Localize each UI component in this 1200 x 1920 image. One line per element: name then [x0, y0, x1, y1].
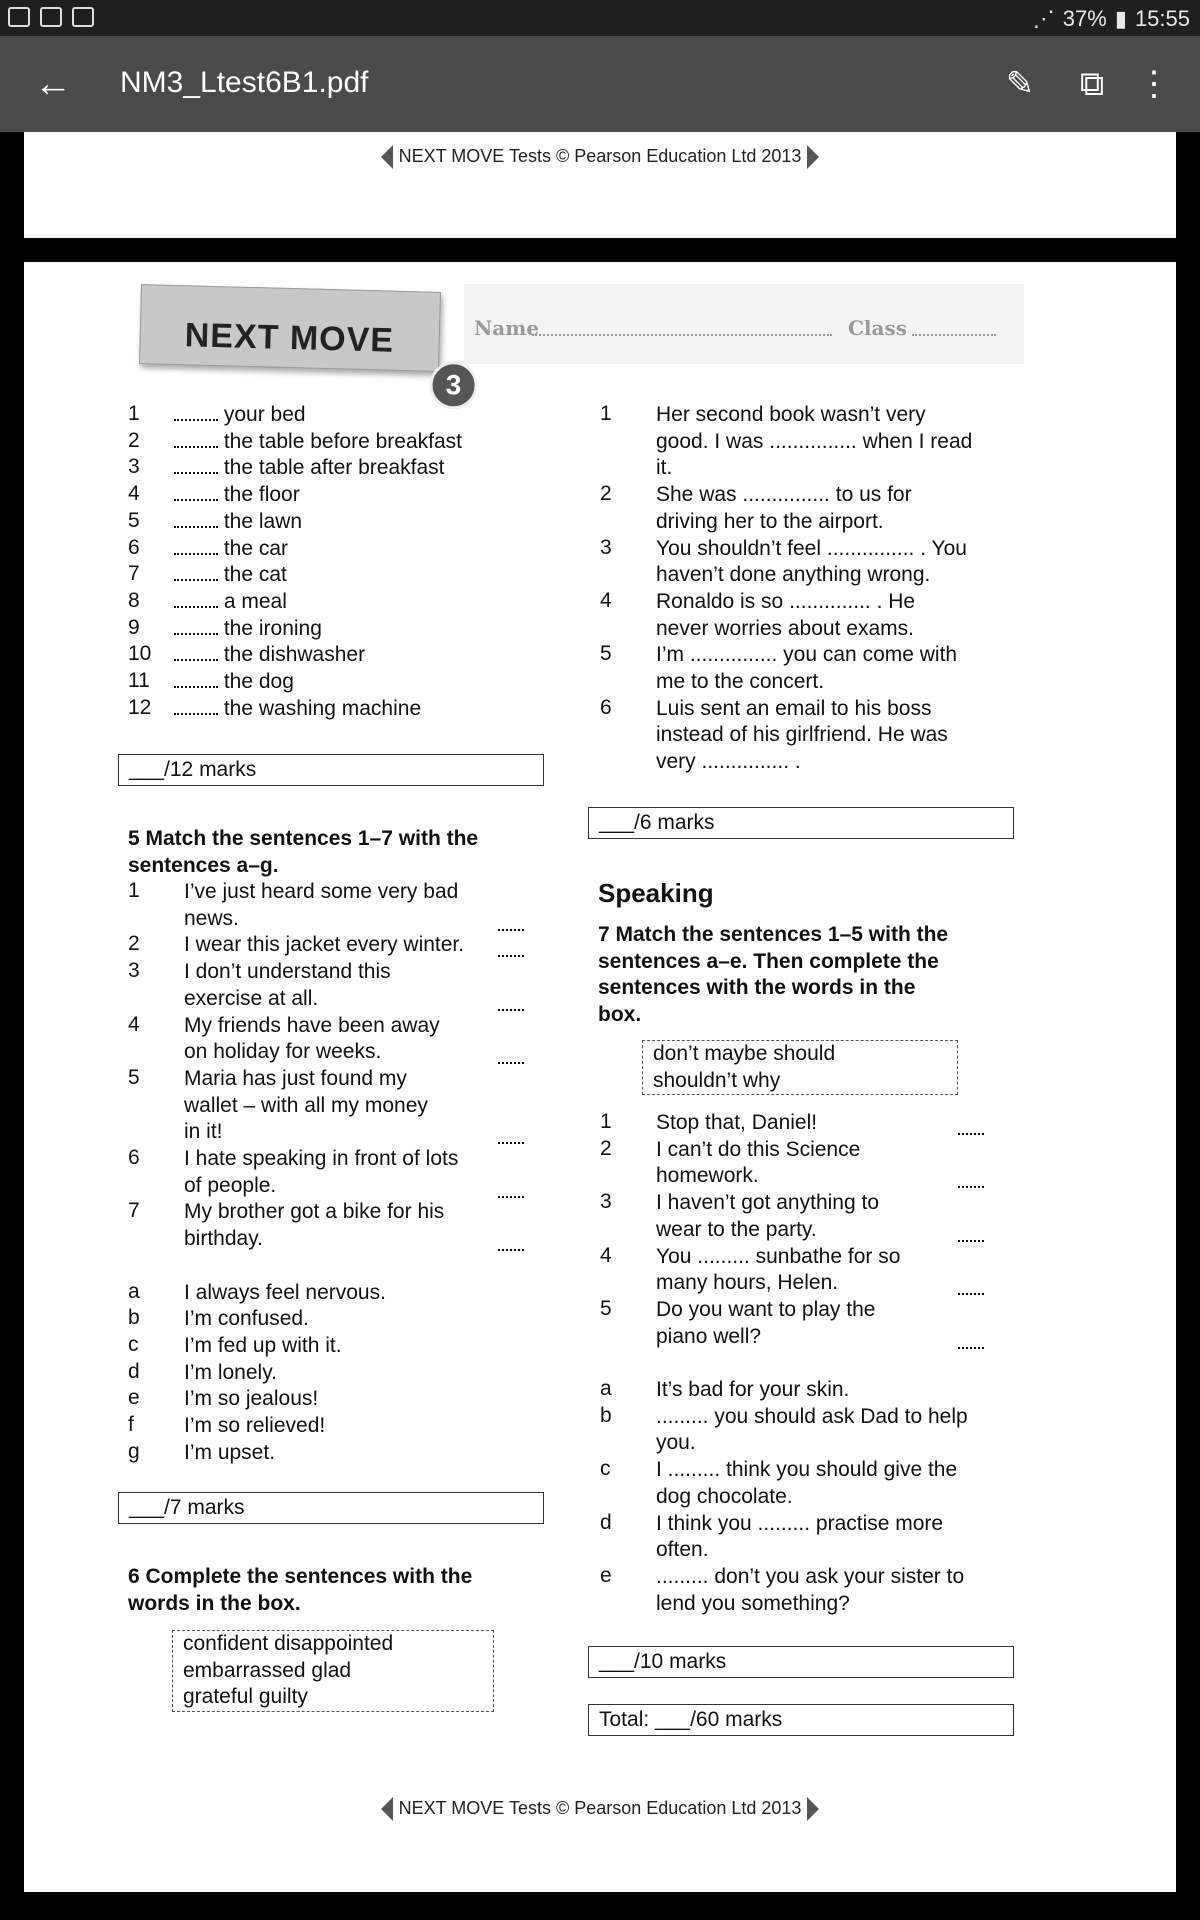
- exercise-item: very ............... .: [656, 750, 801, 774]
- answer-blank[interactable]: [958, 1281, 984, 1295]
- exercise-item: many hours, Helen.: [656, 1271, 839, 1295]
- item-number: 1: [128, 879, 140, 902]
- item-number: 5: [128, 1065, 140, 1089]
- section-title: sentences with the words in the: [598, 976, 916, 1000]
- section-title: 5 Match the sentences 1–7 with the: [128, 827, 479, 850]
- answer-blank[interactable]: [174, 487, 218, 501]
- item-number: 4: [128, 482, 140, 506]
- exercise-item: on holiday for weeks.: [184, 1040, 382, 1064]
- item-number: 11: [128, 669, 150, 692]
- exercise-item: Maria has just found my: [184, 1066, 407, 1090]
- box-words: don’t maybe should: [653, 1042, 836, 1065]
- page-footer: NEXT MOVE Tests © Pearson Education Ltd 2013: [24, 145, 1176, 169]
- answer-blank[interactable]: [958, 1121, 984, 1135]
- answer-slot: [958, 1276, 984, 1303]
- next-triangle-icon: [807, 145, 819, 169]
- open-external-icon[interactable]: ⧉: [1079, 65, 1105, 103]
- exercise-item: My friends have been away: [184, 1013, 440, 1037]
- item-number: 9: [128, 615, 140, 639]
- status-bar: [0, 0, 1200, 36]
- exercise-item: the ironing: [174, 616, 322, 643]
- answer-blank[interactable]: [174, 647, 218, 661]
- exercise-item: your bed: [174, 402, 306, 429]
- item-number: 12: [128, 695, 152, 719]
- page-footer: NEXT MOVE Tests © Pearson Education Ltd 2013: [24, 1797, 1176, 1821]
- item-number: 7: [128, 562, 140, 586]
- box-words: confident disappointed: [183, 1632, 394, 1655]
- exercise-item: never worries about exams.: [656, 616, 914, 640]
- item-letter: e: [600, 1563, 612, 1587]
- answer-blank[interactable]: [498, 917, 524, 931]
- word-box: [172, 1630, 494, 1712]
- section-title: 6 Complete the sentences with the: [128, 1565, 473, 1588]
- exercise-item: Ronaldo is so .............. . He: [656, 589, 916, 613]
- exercise-item: I’ve just heard some very bad: [184, 880, 459, 903]
- item-letter: d: [128, 1359, 140, 1383]
- answer-option: I always feel nervous.: [184, 1280, 386, 1304]
- battery-icon: ▮: [1114, 6, 1127, 31]
- item-number: 10: [128, 642, 152, 666]
- answer-option: ......... you should ask Dad to help: [656, 1404, 968, 1428]
- item-number: 3: [600, 1190, 612, 1214]
- item-number: 4: [128, 1012, 140, 1036]
- section-title: sentences a–e. Then complete the: [598, 949, 939, 973]
- exercise-item: the table before breakfast: [174, 429, 462, 456]
- marks-box: ___/7 marks: [118, 1492, 544, 1524]
- prev-triangle-icon: [381, 145, 393, 169]
- answer-option: I think you ......... practise more: [656, 1511, 944, 1535]
- exercise-item: I’m ............... you can come with: [656, 643, 958, 667]
- answer-slot: [498, 992, 524, 1019]
- answer-blank[interactable]: [958, 1335, 984, 1349]
- answer-blank[interactable]: [498, 1130, 524, 1144]
- exercise-item: Her second book wasn’t very: [656, 403, 926, 426]
- exercise-item: wallet – with all my money: [184, 1093, 428, 1117]
- box-words: embarrassed glad: [183, 1658, 352, 1682]
- answer-blank[interactable]: [958, 1228, 984, 1242]
- item-letter: a: [600, 1377, 612, 1400]
- answer-slot: [498, 1125, 524, 1152]
- answer-blank[interactable]: [174, 541, 218, 555]
- answer-blank[interactable]: [498, 1184, 524, 1198]
- exercise-item: Stop that, Daniel!: [656, 1111, 818, 1134]
- answer-blank[interactable]: [174, 460, 218, 474]
- pdf-page-previous[interactable]: [24, 132, 1176, 238]
- item-number: 1: [600, 402, 612, 425]
- item-letter: a: [128, 1279, 140, 1303]
- battery-level: 37%: [1062, 6, 1107, 31]
- exercise-item: I haven’t got anything to: [656, 1191, 879, 1215]
- item-number: 2: [600, 482, 612, 506]
- exercise-item: driving her to the airport.: [656, 509, 884, 533]
- item-number: 5: [128, 508, 140, 532]
- box-words: shouldn’t why: [653, 1068, 781, 1092]
- answer-blank[interactable]: [174, 621, 218, 635]
- clock: 15:55: [1134, 6, 1190, 31]
- item-number: 6: [128, 1146, 140, 1169]
- item-letter: b: [128, 1306, 140, 1330]
- word-box: [642, 1040, 958, 1095]
- answer-option: I’m lonely.: [184, 1360, 277, 1384]
- item-number: 6: [600, 695, 612, 719]
- section-title: sentences a–g.: [128, 854, 279, 877]
- exercise-item: She was ............... to us for: [656, 483, 912, 507]
- exercise-item: Luis sent an email to his boss: [656, 696, 932, 720]
- exercise-item: haven’t done anything wrong.: [656, 563, 931, 587]
- exercise-item: of people.: [184, 1173, 277, 1197]
- answer-slot: [498, 912, 524, 939]
- exercise-item: the car: [174, 536, 288, 563]
- answer-slot: [498, 1232, 524, 1259]
- marks-box: ___/10 marks: [588, 1646, 1014, 1678]
- answer-slot: [958, 1223, 984, 1250]
- answer-blank[interactable]: [174, 434, 218, 448]
- exercise-item: You ......... sunbathe for so: [656, 1244, 901, 1268]
- exercise-item: the cat: [174, 562, 287, 589]
- item-number: 4: [600, 1243, 612, 1267]
- exercise-item: news.: [184, 906, 239, 930]
- item-number: 1: [600, 1110, 612, 1133]
- answer-slot: [958, 1330, 984, 1357]
- marks-box: ___/6 marks: [588, 807, 1014, 839]
- exercise-item: the lawn: [174, 509, 302, 536]
- exercise-item: it.: [656, 456, 673, 480]
- answer-blank[interactable]: [174, 567, 218, 581]
- item-number: 3: [128, 455, 140, 479]
- exercise-item: the washing machine: [174, 696, 421, 723]
- answer-blank[interactable]: [174, 407, 218, 421]
- answer-slot: [498, 938, 524, 965]
- answer-blank[interactable]: [498, 1237, 524, 1251]
- item-number: 8: [128, 588, 140, 612]
- answer-option: often.: [656, 1538, 709, 1562]
- item-number: 3: [600, 535, 612, 559]
- prev-triangle-icon: [381, 1797, 393, 1821]
- exercise-item: exercise at all.: [184, 986, 319, 1010]
- item-letter: e: [128, 1386, 140, 1410]
- item-letter: c: [600, 1457, 611, 1481]
- exercise-item: homework.: [656, 1164, 759, 1188]
- item-letter: b: [600, 1403, 612, 1427]
- answer-blank[interactable]: [174, 594, 218, 608]
- item-number: 3: [128, 959, 140, 983]
- health-icon: [72, 7, 94, 27]
- exercise-item: I don’t understand this: [184, 960, 391, 984]
- item-letter: d: [600, 1510, 612, 1534]
- item-number: 7: [128, 1199, 140, 1223]
- item-number: 2: [128, 932, 140, 956]
- item-letter: f: [128, 1413, 134, 1436]
- answer-blank[interactable]: [174, 514, 218, 528]
- exercise-item: Do you want to play the: [656, 1297, 876, 1321]
- edit-pencil-icon[interactable]: ✎: [1005, 65, 1035, 103]
- answer-option: I’m so relieved!: [184, 1414, 326, 1437]
- answer-blank[interactable]: [174, 674, 218, 688]
- exercise-item: the table after breakfast: [174, 455, 444, 482]
- name-class-bar: Name Class: [464, 284, 1024, 364]
- answer-option: It’s bad for your skin.: [656, 1378, 850, 1401]
- exercise-item: I hate speaking in front of lots: [184, 1147, 459, 1170]
- exercise-item: good. I was ............... when I read: [656, 429, 973, 453]
- exercise-item: piano well?: [656, 1324, 762, 1348]
- answer-option: dog chocolate.: [656, 1484, 793, 1508]
- answer-option: I’m confused.: [184, 1307, 309, 1331]
- answer-option: I ......... think you should give the: [656, 1458, 958, 1482]
- exercise-item: My brother got a bike for his: [184, 1200, 445, 1224]
- section-title: 7 Match the sentences 1–5 with the: [598, 923, 949, 946]
- youtube-icon: [40, 7, 62, 27]
- answer-option: lend you something?: [656, 1591, 850, 1615]
- answer-blank[interactable]: [498, 1050, 524, 1064]
- exercise-item: in it!: [184, 1120, 223, 1144]
- section-title: box.: [598, 1003, 642, 1027]
- item-number: 4: [600, 588, 612, 612]
- answer-option: I’m fed up with it.: [184, 1333, 342, 1357]
- exercise-item: I can’t do this Science: [656, 1137, 861, 1161]
- exercise-item: me to the concert.: [656, 670, 825, 693]
- item-number: 1: [128, 402, 140, 425]
- answer-option: ......... don’t you ask your sister to: [656, 1564, 965, 1588]
- item-letter: g: [128, 1439, 140, 1463]
- total-marks-box: Total: ___/60 marks: [588, 1704, 1014, 1736]
- exercise-item: I wear this jacket every winter.: [184, 933, 465, 957]
- marks-box: ___/12 marks: [118, 754, 544, 786]
- answer-slot: [958, 1169, 984, 1196]
- pdf-page-current[interactable]: [24, 262, 1176, 1892]
- back-arrow-icon[interactable]: ←: [34, 63, 72, 105]
- speaking-heading: Speaking: [598, 878, 714, 908]
- app-bar: [0, 36, 1200, 132]
- more-options-icon[interactable]: ⋮: [1137, 65, 1171, 103]
- item-letter: c: [128, 1332, 139, 1356]
- answer-option: you.: [656, 1431, 696, 1455]
- exercise-item: the floor: [174, 482, 300, 509]
- exercise-item: You shouldn’t feel ............... . You: [656, 536, 967, 560]
- next-move-logo: NEXT MOVE 3: [139, 284, 441, 372]
- section-title: words in the box.: [128, 1592, 301, 1615]
- exercise-item: wear to the party.: [656, 1217, 817, 1241]
- answer-blank[interactable]: [498, 997, 524, 1011]
- exercise-item: birthday.: [184, 1227, 263, 1251]
- answer-blank[interactable]: [498, 943, 524, 957]
- box-words: grateful guilty: [183, 1685, 308, 1709]
- item-number: 5: [600, 642, 612, 666]
- exercise-item: a meal: [174, 589, 287, 616]
- answer-slot: [498, 1045, 524, 1072]
- item-number: 2: [128, 428, 140, 452]
- item-number: 6: [128, 535, 140, 559]
- wifi-signal-icon: ⋰: [1032, 6, 1055, 31]
- exercise-item: the dog: [174, 669, 294, 696]
- item-number: 2: [600, 1136, 612, 1160]
- exercise-item: the dishwasher: [174, 642, 365, 669]
- answer-blank[interactable]: [174, 701, 218, 715]
- answer-slot: [498, 1179, 524, 1206]
- answer-slot: [958, 1116, 984, 1143]
- answer-option: I’m so jealous!: [184, 1387, 319, 1411]
- answer-blank[interactable]: [958, 1174, 984, 1188]
- file-title: NM3_Ltest6B1.pdf: [120, 66, 369, 99]
- item-number: 5: [600, 1296, 612, 1320]
- next-triangle-icon: [807, 1797, 819, 1821]
- gallery-icon: [8, 7, 30, 27]
- answer-option: I’m upset.: [184, 1440, 276, 1464]
- exercise-item: instead of his girlfriend. He was: [656, 723, 948, 747]
